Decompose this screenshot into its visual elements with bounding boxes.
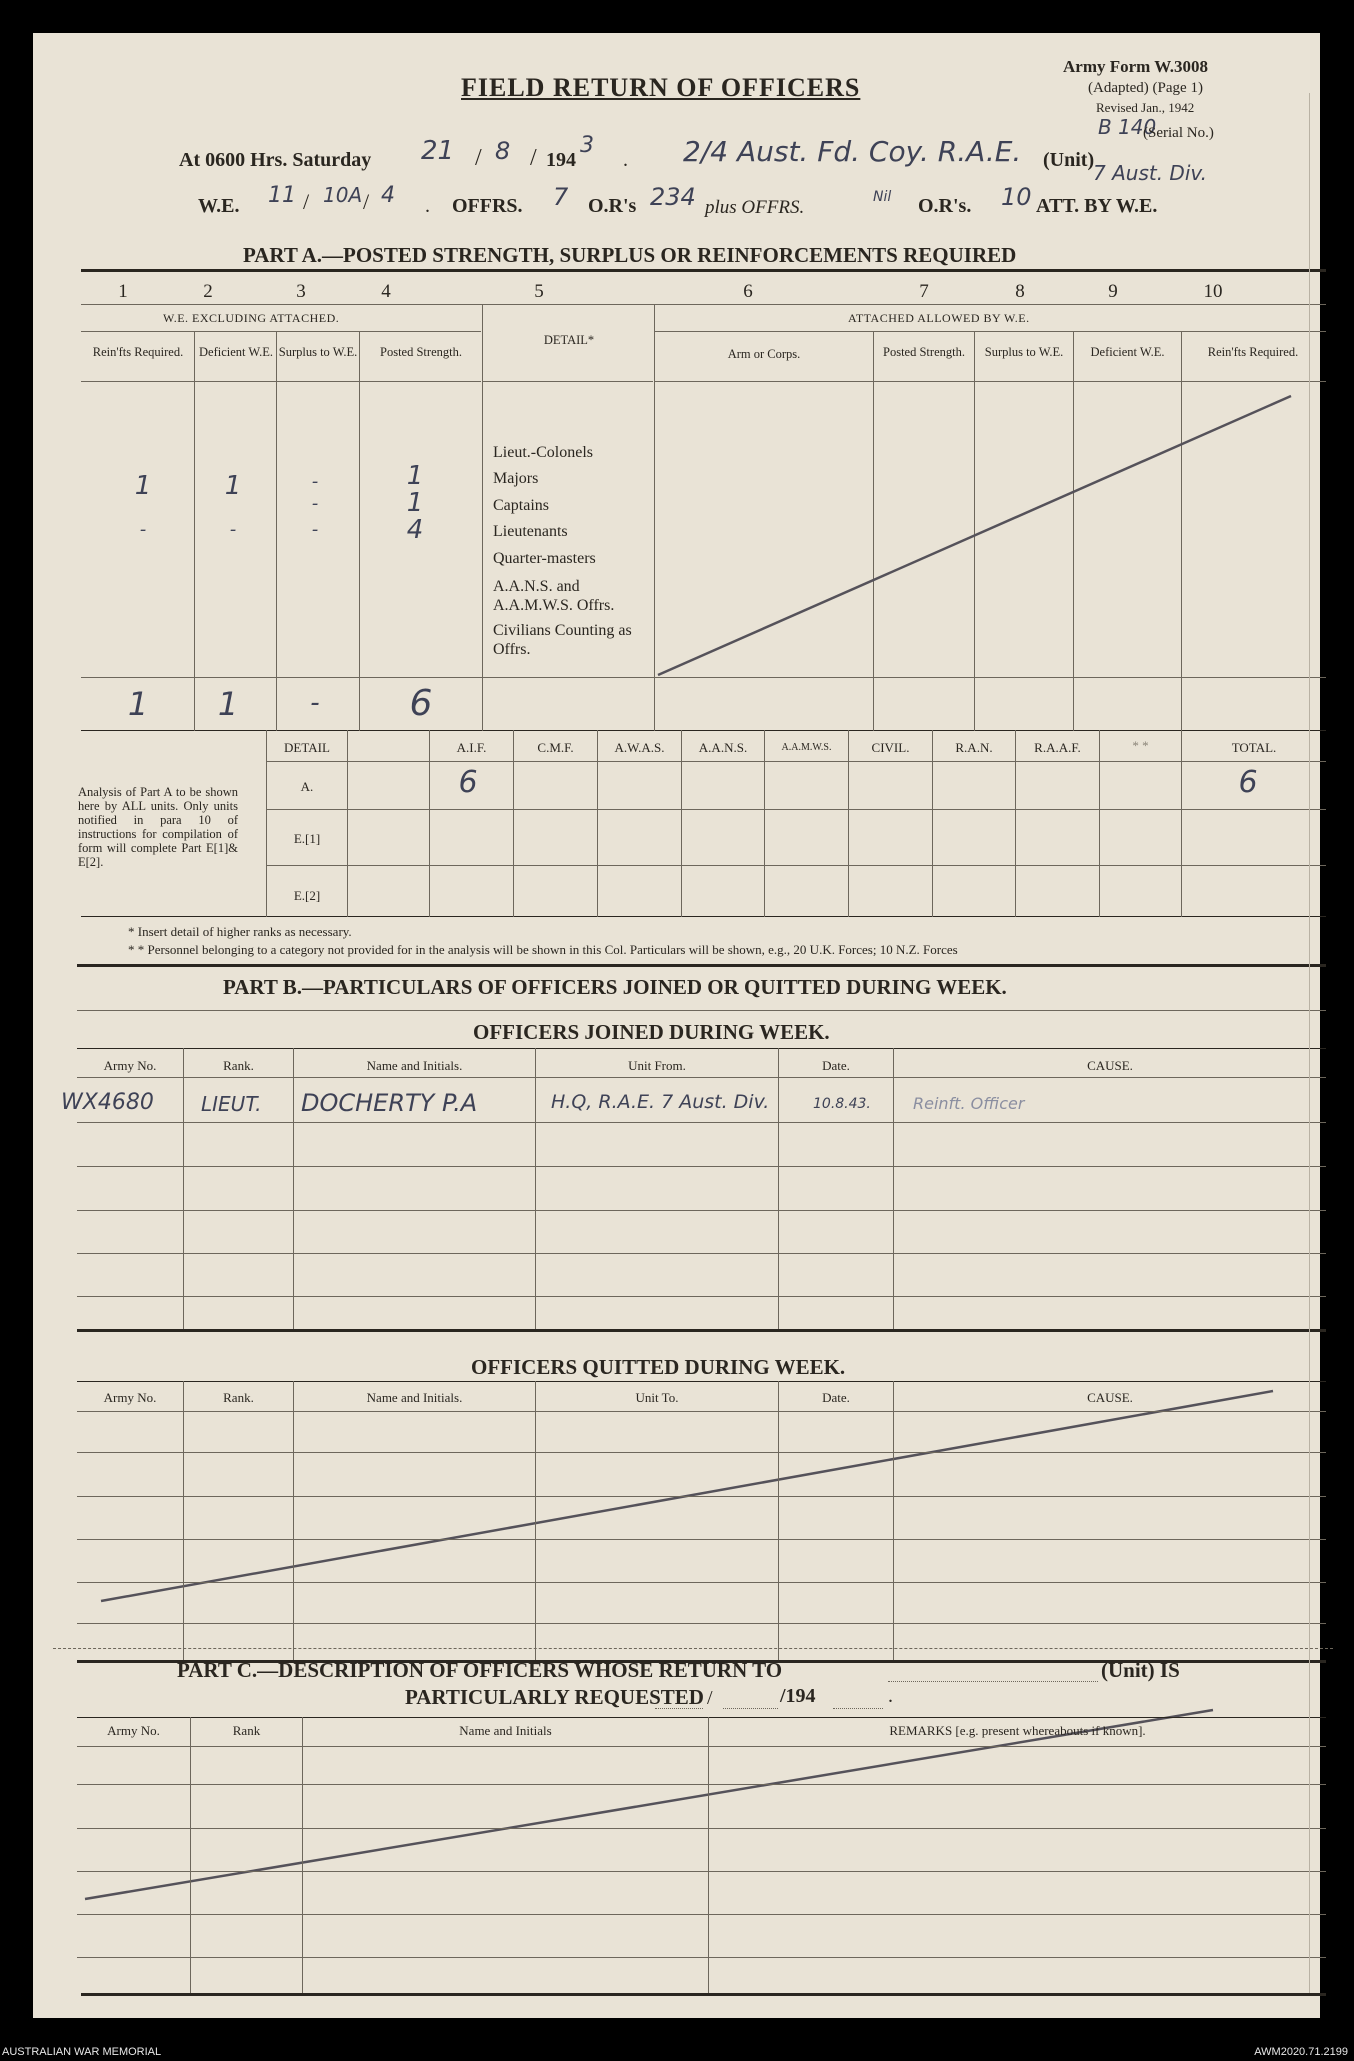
unit-label: (Unit) [1043,149,1095,171]
day-value: 21 [421,136,455,166]
hdr-reinf: Rein'fts Required. [92,345,184,359]
analysis-col-aif: A.I.F. [456,740,487,755]
majors-deficient: 1 [224,471,242,501]
analysis-note: Analysis of Part A to be shown here by ALL units. Only units notified in para 10 of instructions for compilation of form will complete Part E[1]& E[2]. [78,785,238,869]
total-reinf: 1 [127,685,149,723]
joined-col-rank: Rank. [223,1058,254,1073]
col-number: 1 [118,281,128,302]
col-number: 2 [203,281,213,302]
joined-col-unit: Unit From. [628,1058,686,1073]
col-number: 9 [1108,281,1118,302]
strike-line-part-a [658,396,1291,675]
serial-label: (Serial No.) [1143,125,1214,141]
total-posted: 6 [409,683,433,724]
part-c-unit-line [888,1681,1098,1682]
analysis-a-aif: 6 [458,765,478,800]
detail-captains: Captains [493,497,549,514]
part-c-heading-2: PARTICULARLY REQUESTED [405,1685,704,1709]
joined-col-cause: CAUSE. [1087,1058,1133,1073]
unit-value: 2/4 Aust. Fd. Coy. R.A.E. [683,135,1022,168]
analysis-row-a: A. [300,779,314,794]
quitted-col-name: Name and Initials. [366,1390,463,1405]
hdr-posted-att: Posted Strength. [883,345,965,359]
majors-posted: 1 [406,461,424,491]
col-number: 6 [743,281,753,302]
part-c-col-army-no: Army No. [107,1723,160,1738]
month-value: 8 [495,137,511,165]
part-a-heading: PART A.—POSTED STRENGTH, SURPLUS OR REINFORCEMENTS REQUIRED [243,243,1017,267]
joined-date: 10.8.43. [813,1096,871,1112]
part-c-col-rank: Rank [232,1723,261,1738]
captains-surplus: - [311,493,319,514]
part-c-heading-1: PART C.—DESCRIPTION OF OFFICERS WHOSE RETURN TO [177,1658,783,1682]
footnote-higher-ranks: * Insert detail of higher ranks as necessary. [128,924,352,939]
year-prefix: 194 [546,149,576,171]
adapted-note: (Adapted) (Page 1) [1088,80,1203,96]
part-c-heading-unit: (Unit) IS [1101,1658,1180,1682]
analysis-col-ran: R.A.N. [955,740,993,755]
ors-value: 234 [650,183,696,211]
hdr-arm-corps: Arm or Corps. [727,347,801,361]
col-number: 3 [296,281,306,302]
detail-civilians: Civilians Counting as Offrs. [493,622,632,658]
joined-cause: Reinft. Officer [913,1094,1025,1113]
analysis-col-civil: CIVIL. [871,740,910,755]
analysis-col-total: TOTAL. [1231,740,1277,755]
part-c-col-remarks: REMARKS [e.g. present whereabouts if known]. [889,1723,1146,1738]
lieutenants-posted: 4 [406,515,424,545]
joined-unit: H.Q, R.A.E. 7 Aust. Div. [551,1091,770,1113]
hdr-surplus-att: Surplus to W.E. [984,345,1064,359]
part-c-col-name: Name and Initials [459,1723,552,1738]
army-form-number: Army Form W.3008 [1063,57,1208,76]
detail-lieut-colonels: Lieut.-Colonels [493,444,593,461]
col-number: 4 [381,281,391,302]
plus-offrs-value: Nil [873,189,892,205]
analysis-col-detail: DETAIL [284,740,330,755]
quitted-col-army-no: Army No. [103,1390,157,1405]
part-c-heading-date: /194 [780,1685,816,1707]
lieutenants-reinf: - [139,519,147,540]
dashed-separator [53,1648,1333,1649]
ors2-value: 10 [1001,183,1032,211]
footer-credit: AUSTRALIAN WAR MEMORIAL [2,2046,162,2058]
revised-note: Revised Jan., 1942 [1096,100,1195,115]
quitted-col-rank: Rank. [223,1390,254,1405]
analysis-row-e1: E.[1] [293,831,321,846]
ors-label: O.R's [588,195,637,217]
lieutenants-surplus: - [311,519,319,540]
detail-lieutenants: Lieutenants [493,523,568,540]
joined-col-date: Date. [822,1058,850,1073]
analysis-a-total: 6 [1238,765,1258,800]
group-we-excluding: W.E. EXCLUDING ATTACHED. [163,311,340,325]
part-b-heading: PART B.—PARTICULARS OF OFFICERS JOINED OR QUITTED DURING WEEK. [223,975,1007,999]
hdr-detail: DETAIL* [543,333,595,347]
joined-heading: OFFICERS JOINED DURING WEEK. [473,1020,830,1044]
col-number: 8 [1015,281,1025,302]
year-digit: 3 [580,133,594,158]
group-attached-allowed: ATTACHED ALLOWED BY W.E. [848,311,1030,325]
division-value: 7 Aust. Div. [1093,161,1207,185]
hdr-surplus: Surplus to W.E. [278,345,358,359]
analysis-col-raaf: R.A.A.F. [1034,740,1081,755]
hdr-posted: Posted Strength. [380,345,462,359]
col-number: 7 [919,281,929,302]
quitted-col-date: Date. [822,1390,850,1405]
form-paper: FIELD RETURN OF OFFICERS Army Form W.3008 (Adapted) (Page 1) Revised Jan., 1942 B 140 (Serial No.) At 0600 Hrs. Saturday 21 / 8 / 194 3 . 2/4 Aust. Fd. Coy. R.A.E. (Unit) 7 Aust. Div. W.E. 11 / 10A / 4 . OFFRS. 7 O.R's 234 plus OFFRS. Nil O.R's. 10 ATT. BY W.E. PART A.—POSTED STRENGTH, SURPLUS OR REINFORCEMENTS REQUIRED 1 2 3 4 5 6 7 8 9 10 W.E. EXCLUDING ATTACHED. ATTACHED ALLOWED BY W.E. Rein'fts Required. Deficient W.E. Surplus to W.E. Posted Strength. DETAIL* Arm or Corps. Posted Strength. Surplus to W.E. Deficient W.E. Rein'fts Required. Lieut.-Colonels Majors Captains Lieutenants Quarter-masters A.A.N.S. and A.A.M.W.S. Offrs. Civilians Counting as Offrs. 1 1 - 1 - 1 - - - 4 1 1 - 6 Analysis of Part A to be shown here by ALL units. Only units notified in para 10 of instructions for compilation of form will complete Part E[1]& E[2]. DETAIL A.I.F. C.M.F. A.W.A.S. A.A.N.S. A.A.M.W.S. CIVIL. R.A.N. R.A.A.F. * * TOTAL. A. E.[1] E.[2] 6 6 * Insert detail of higher ranks as necessary. * * Personnel belonging to a category not provided for in the analysis will be shown in this Col. Particulars will be shown, e.g., 20 U.K. Forces; 10 N.Z. Forces PART B.—PARTICULARS OF OFFICERS JOINED OR QUITTED DURING WEEK. OFFICERS JOINED DURING WEEK. Army No. Rank. Name and Initials. Unit From. Date. CAUSE. WX4680 LIEUT. DOCHERTY P.A H.Q, R.A.E. 7 Aust. Div. 10.8.43. Reinft. Officer OFFICERS QUITTED DURING WEEK. Army No. Rank. Name and Initials. Unit To. Date. CAUSE. PART C.—DESCRIPTION OF OFFICERS WHOSE RETURN TO (Unit) IS PARTICULARLY REQUESTED / /194 . Army No. Rank Name and Initials REMARKS [e.g. present whereabouts if known]. [33,33,1320,2018]
detail-majors: Majors [493,470,539,487]
form-title: FIELD RETURN OF OFFICERS [461,73,861,102]
hdr-deficient: Deficient W.E. [199,345,273,359]
offrs-value: 7 [553,183,569,211]
majors-surplus: - [311,471,319,492]
at-hrs-label: At 0600 Hrs. Saturday [179,149,372,171]
we-a: 11 [268,183,296,208]
quitted-col-unit: Unit To. [635,1390,679,1405]
hdr-reinf-att: Rein'fts Required. [1207,345,1299,359]
joined-name: DOCHERTY P.A [301,1089,478,1117]
quitted-col-cause: CAUSE. [1087,1390,1133,1405]
joined-col-army-no: Army No. [103,1058,157,1073]
captains-posted: 1 [406,488,424,518]
joined-col-name: Name and Initials. [366,1058,463,1073]
analysis-col-aamws: A.A.M.W.S. [781,742,832,753]
we-b: 10A [323,183,363,207]
detail-quarter-masters: Quarter-masters [493,550,596,567]
joined-rank: LIEUT. [201,1092,262,1116]
serial-value: B 140 [1098,115,1157,139]
we-c: 4 [381,183,395,208]
hdr-deficient-att: Deficient W.E. [1090,345,1165,359]
footnote-personnel: * * Personnel belonging to a category not provided for in the analysis will be shown in this Col. Particulars will be shown, e.g., 20 U.K. Forces; 10 N.Z. Forces [128,942,958,957]
offrs-label: OFFRS. [452,195,523,217]
plus-offrs-label: plus OFFRS. [705,197,805,218]
analysis-col-awas: A.W.A.S. [614,740,665,755]
analysis-row-e2: E.[2] [293,888,321,903]
analysis-col-aans: A.A.N.S. [698,740,748,755]
we-label: W.E. [198,195,240,217]
majors-reinf: 1 [134,471,152,501]
att-label: ATT. BY W.E. [1036,195,1158,217]
analysis-col-other: * * [1132,738,1149,753]
analysis-col-cmf: C.M.F. [537,740,574,755]
col-number: 5 [534,281,544,302]
detail-aans: A.A.N.S. and A.A.M.W.S. Offrs. [493,578,615,614]
footer-accession: AWM2020.71.2199 [1254,2046,1348,2058]
col-number: 10 [1203,281,1223,302]
ors2-label: O.R's. [918,195,972,217]
quitted-heading: OFFICERS QUITTED DURING WEEK. [471,1355,846,1379]
joined-army-no: WX4680 [61,1090,154,1115]
total-surplus: - [310,688,320,718]
lieutenants-deficient: - [229,519,237,540]
total-deficient: 1 [217,685,239,723]
